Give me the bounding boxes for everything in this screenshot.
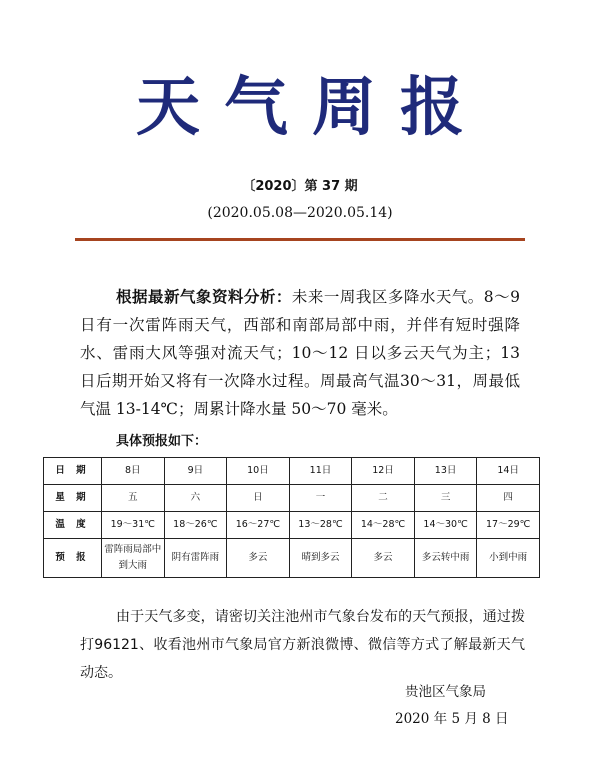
table-cell: 14日 <box>477 458 540 485</box>
table-cell: 13～28℃ <box>289 512 352 539</box>
table-row-temps <box>44 512 540 539</box>
table-cell: 二 <box>352 485 415 512</box>
table-cell: 雷阵雨局部中到大雨 <box>102 539 165 578</box>
forecast-heading: 具体预报如下： <box>116 434 208 449</box>
table-cell: 12日 <box>352 458 415 485</box>
table-cell: 多云 <box>352 539 415 578</box>
issuer-name: 贵池区气象局 <box>405 684 486 700</box>
row-label-date: 日 期 <box>44 458 102 485</box>
row-label-temp: 温 度 <box>44 512 102 539</box>
table-cell: 晴到多云 <box>289 539 352 578</box>
table-cell: 多云转中雨 <box>414 539 477 578</box>
table-cell: 四 <box>477 485 540 512</box>
table-cell: 14～28℃ <box>352 512 415 539</box>
table-cell: 14～30℃ <box>414 512 477 539</box>
table-row-weekdays <box>44 485 540 512</box>
issue-date: 2020 年 5 月 8 日 <box>395 711 509 727</box>
divider-rule <box>75 238 525 241</box>
row-label-forecast: 预 报 <box>44 539 102 578</box>
forecast-table <box>43 457 540 578</box>
table-cell: 17～29℃ <box>477 512 540 539</box>
row-label-weekday: 星 期 <box>44 485 102 512</box>
table-cell: 多云 <box>227 539 290 578</box>
analysis-lead: 根据最新气象资料分析： <box>116 287 292 306</box>
closing-paragraph: 由于天气多变，请密切关注池州市气象台发布的天气预报，通过拨打96121、收看池州市气象局官方新浪微博、微信等方式了解最新天气动态。 <box>80 609 525 681</box>
table-cell: 19～31℃ <box>102 512 165 539</box>
table-cell: 13日 <box>414 458 477 485</box>
table-cell: 16～27℃ <box>227 512 290 539</box>
table-cell: 9日 <box>164 458 227 485</box>
table-cell: 五 <box>102 485 165 512</box>
table-cell: 六 <box>164 485 227 512</box>
table-row-forecasts <box>44 539 540 578</box>
report-title: 天气周报 <box>136 70 488 145</box>
table-cell: 18～26℃ <box>164 512 227 539</box>
table-cell: 11日 <box>289 458 352 485</box>
table-cell: 10日 <box>227 458 290 485</box>
table-row-dates <box>44 458 540 485</box>
table-cell: 阴有雷阵雨 <box>164 539 227 578</box>
table-cell: 8日 <box>102 458 165 485</box>
analysis-paragraph <box>80 283 520 423</box>
analysis-body: 未来一周我区多降水天气。8～9 日有一次雷阵雨天气，西部和南部局部中雨，并伴有短时强降水、雷雨大风等强对流天气；10～12 日以多云天气为主；13 日后期开始又将有一次降水过程。周最高气温30～31，周最低气温 13-14℃；周累计降水量 50～70 毫米。 <box>80 288 520 418</box>
table-cell: 日 <box>227 485 290 512</box>
issue-number: 〔2020〕第 37 期 <box>242 179 358 194</box>
table-cell: 小到中雨 <box>477 539 540 578</box>
table-cell: 一 <box>289 485 352 512</box>
table-cell: 三 <box>414 485 477 512</box>
date-range: (2020.05.08—2020.05.14) <box>207 205 393 221</box>
